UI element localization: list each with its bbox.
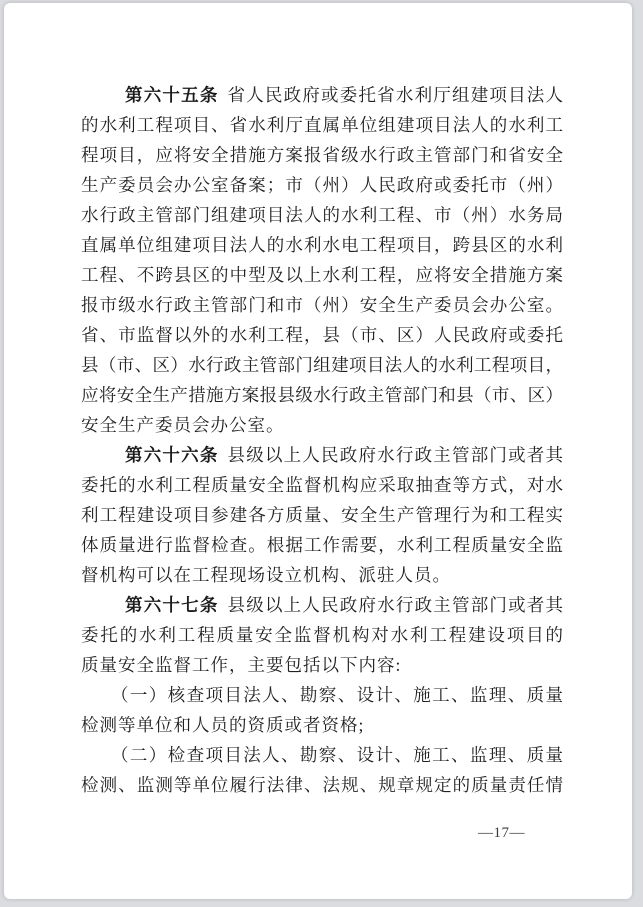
text-line: 检测等单位和人员的资质或者资格; [81, 715, 365, 735]
text-line: 直属单位组建项目法人的水利水电工程项目，跨县区的水利 [81, 235, 563, 255]
text-line: 生产委员会办公室备案；市（州）人民政府或委托市（州） [81, 175, 563, 195]
document-body [81, 80, 563, 800]
text-line: 利工程建设项目参建各方质量、安全生产管理行为和工程实 [81, 505, 563, 525]
text-line: 检测、监测等单位履行法律、法规、规章规定的质量责任情 [81, 775, 563, 795]
text-line: 体质量进行监督检查。根据工作需要，水利工程质量安全监 [81, 535, 563, 555]
text-line: （二）检查项目法人、勘察、设计、施工、监理、质量 [111, 745, 563, 765]
text-line: 程项目，应将安全措施方案报省级水行政主管部门和省安全 [81, 145, 563, 165]
text-line: 委托的水利工程质量安全监督机构对水利工程建设项目的 [81, 625, 563, 645]
text-line: 安全生产委员会办公室。 [81, 415, 285, 435]
text-line: 省、市监督以外的水利工程，县（市、区）人民政府或委托 [81, 325, 563, 345]
text-line: 第六十五条 省人民政府或委托省水利厅组建项目法人 [125, 85, 564, 105]
text-line: 应将安全生产措施方案报县级水行政主管部门和县（市、区） [81, 385, 563, 405]
text-line: 督机构可以在工程现场设立机构、派驻人员。 [81, 565, 451, 585]
text-line: 县（市、区）水行政主管部门组建项目法人的水利工程项目， [81, 355, 563, 375]
document-page [4, 3, 632, 899]
text-line: 质量安全监督工作，主要包括以下内容: [81, 655, 402, 675]
text-line: 工程、不跨县区的中型及以上水利工程，应将安全措施方案 [81, 265, 563, 285]
text-line: 水行政主管部门组建项目法人的水利工程、市（州）水务局 [81, 205, 563, 225]
text-line: 委托的水利工程质量安全监督机构应采取抽查等方式，对水 [81, 475, 563, 495]
article-heading: 第六十五条 [125, 85, 219, 105]
text-line: 第六十七条 县级以上人民政府水行政主管部门或者其 [125, 595, 564, 615]
text-line: （一）核查项目法人、勘察、设计、施工、监理、质量 [111, 685, 563, 705]
text-line: 的水利工程项目、省水利厅直属单位组建项目法人的水利工 [81, 115, 563, 135]
text-line: 报市级水行政主管部门和市（州）安全生产委员会办公室。 [81, 295, 563, 315]
page-number: —17— [478, 825, 525, 841]
article-heading: 第六十六条 [125, 445, 219, 465]
text-line: 第六十六条 县级以上人民政府水行政主管部门或者其 [125, 445, 564, 465]
article-heading: 第六十七条 [125, 595, 219, 615]
